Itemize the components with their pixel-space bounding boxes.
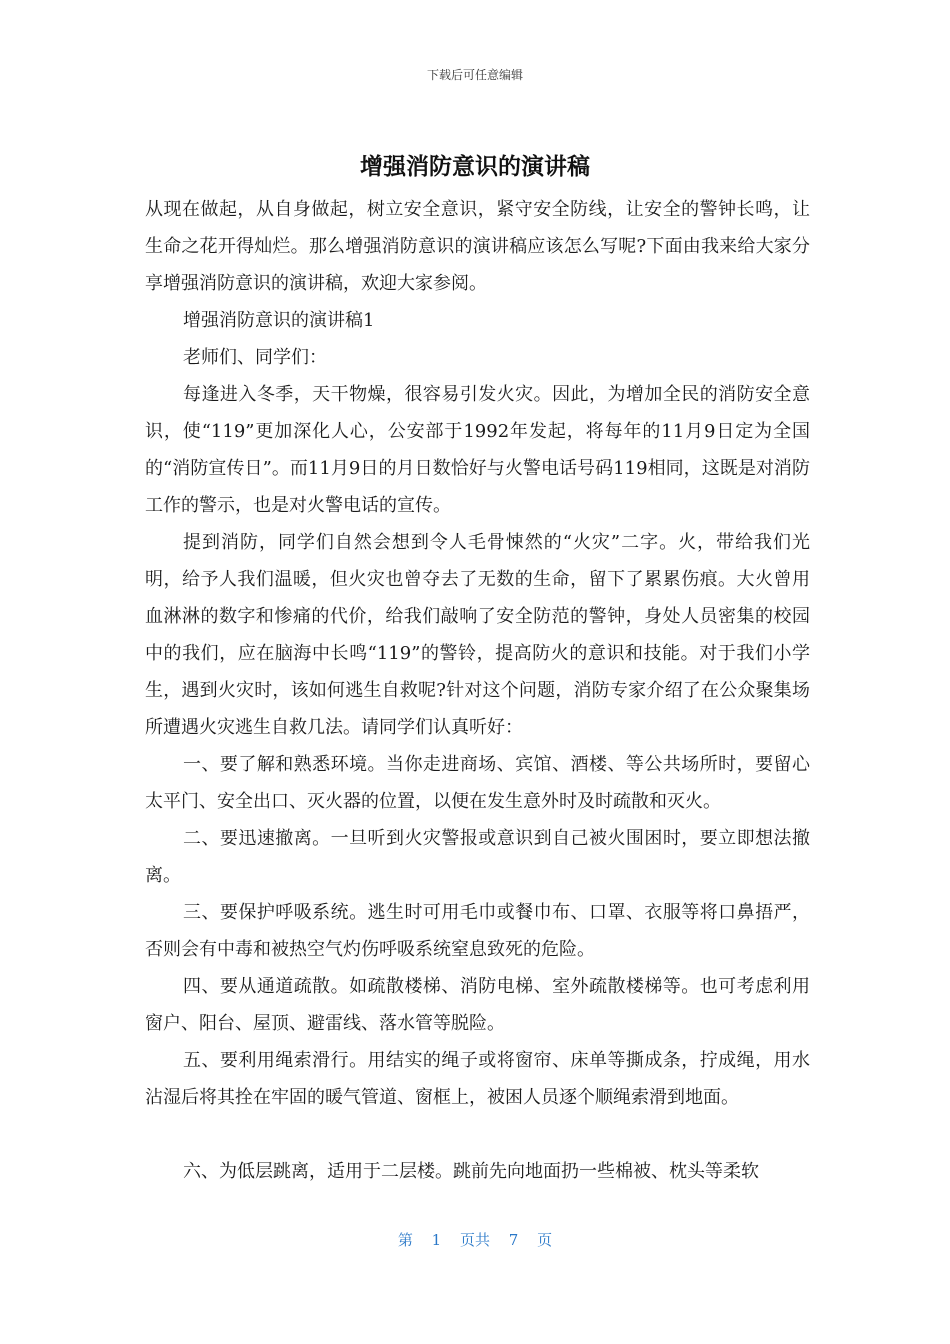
body-paragraph: 提到消防，同学们自然会想到令人毛骨悚然的“火灾”二字。火，带给我们光明，给予人我们温暖，但火灾也曾夺去了无数的生命，留下了累累伤痕。大火曾用血淋淋的数字和惨痛的代价，给我们敲响了安全防范的警钟，身处人员密集的校园中的我们，应在脑海中长鸣“119”的警铃，提高防火的意识和技能。对于我们小学生，遇到火灾时，该如何逃生自救呢?针对这个问题，消防专家介绍了在公众聚集场所遭遇火灾逃生自救几法。请同学们认真听好： xyxy=(145,532,810,738)
list-item: 二、要迅速撤离。一旦听到火灾警报或意识到自己被火围困时，要立即想法撤离。 xyxy=(145,828,810,886)
intro-paragraph: 从现在做起，从自身做起，树立安全意识，紧守安全防线，让安全的警钟长鸣，让生命之花开得灿烂。那么增强消防意识的演讲稿应该怎么写呢?下面由我来给大家分享增强消防意识的演讲稿，欢迎大家参阅。 xyxy=(145,199,810,294)
list-item: 四、要从通道疏散。如疏散楼梯、消防电梯、室外疏散楼梯等。也可考虑利用窗户、阳台、屋顶、避雷线、落水管等脱险。 xyxy=(145,976,810,1034)
salutation: 老师们、同学们： xyxy=(183,347,327,368)
list-item: 三、要保护呼吸系统。逃生时可用毛巾或餐巾布、口罩、衣服等将口鼻捂严，否则会有中毒和被热空气灼伤呼吸系统窒息致死的危险。 xyxy=(145,902,810,960)
header-note: 下载后可任意编辑 xyxy=(426,68,523,82)
section-heading: 增强消防意识的演讲稿1 xyxy=(183,310,375,331)
document-title: 增强消防意识的演讲稿 xyxy=(360,154,590,180)
list-item: 一、要了解和熟悉环境。当你走进商场、宾馆、酒楼、等公共场所时，要留心太平门、安全出口、灭火器的位置，以便在发生意外时及时疏散和灭火。 xyxy=(145,754,810,812)
page-number: 第 1 页共 7 页 xyxy=(397,1231,553,1249)
body-paragraph: 每逢进入冬季，天干物燥，很容易引发火灾。因此，为增加全民的消防安全意识，使“119”更加深化人心，公安部于1992年发起，将每年的11月9日定为全国的“消防宣传日”。而11月9日的月日数恰好与火警电话号码119相同，这既是对消防工作的警示，也是对火警电话的宣传。 xyxy=(145,384,810,516)
list-item: 六、为低层跳离，适用于二层楼。跳前先向地面扔一些棉被、枕头等柔软 xyxy=(183,1161,759,1182)
document-body xyxy=(145,191,810,1190)
list-item: 五、要利用绳索滑行。用结实的绳子或将窗帘、床单等撕成条，拧成绳，用水沾湿后将其拴在牢固的暖气管道、窗框上，被困人员逐个顺绳索滑到地面。 xyxy=(145,1050,810,1108)
